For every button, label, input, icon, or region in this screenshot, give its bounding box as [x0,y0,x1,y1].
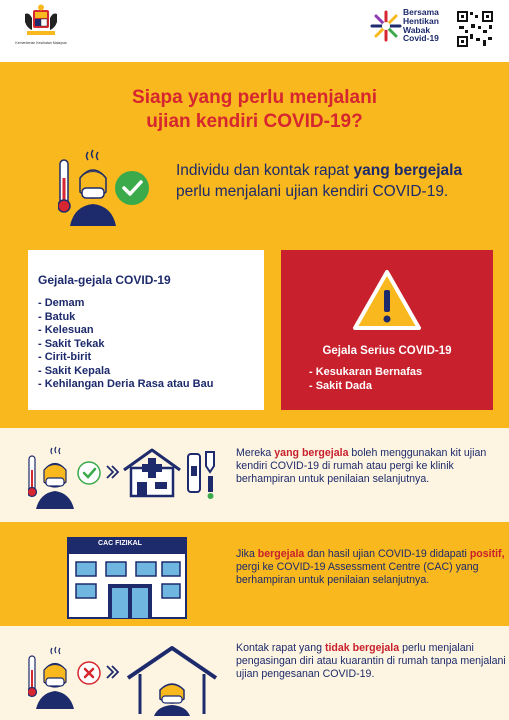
title-line: Siapa yang perlu menjalani [132,87,377,108]
cac-label: CAC FIZIKAL [98,540,142,547]
page-title [0,86,509,134]
qr-code-icon[interactable] [456,10,494,48]
symptoms-title: Gejala-gejala COVID-19 [38,273,171,287]
serious-title: Gejala Serius COVID-19 [322,345,452,357]
cross-icon [77,661,101,685]
ministry-logo [6,4,76,45]
campaign-logo [370,8,450,52]
chevron-right-icon [105,464,119,480]
sick-person-icon [28,646,82,710]
text-part: pergi ke COVID-19 Assessment Centre (CAC) yang berhampiran untuk penilaian selanjutnya. [236,561,479,586]
text-bold: bergejala [257,548,305,560]
campaign-slogan [403,8,439,43]
serious-symptoms-card [281,250,493,410]
intro-part: perlu menjalani ujian kendiri COVID-19. [176,182,449,200]
slogan-line: Wabak [403,24,431,35]
chevron-right-icon [105,664,119,680]
intro-bold: yang bergejala [353,162,463,179]
section3-text [236,642,506,681]
test-kit-icon [186,450,218,500]
slogan-line: Covid-19 [403,33,439,44]
list-item: - Kesukaran Bernafas [309,366,423,378]
text-part: dan hasil ujian COVID-19 didapati [304,548,470,560]
coat-of-arms-icon [21,4,61,40]
warning-icon [351,268,423,332]
slogan-line: Hentikan [403,15,439,26]
list-item: - Sakit Tekak [38,337,105,350]
text-part: boleh menggunakan kit ujian kendiri COVID-19 di rumah atau pergi ke klinik berhampiran untuk penilaian selanjutnya. [236,447,487,485]
list-item: - Cirit-birit [38,351,92,363]
section1-text [236,447,506,486]
text-part: Mereka [236,447,275,459]
list-item: - Kelesuan [38,324,94,336]
list-item: - Demam [38,297,85,309]
clinic-icon [122,448,182,498]
check-icon [77,461,101,485]
text-part: perlu menjalani pengasingan diri atau kuarantin di rumah tanpa menjalani ujian pengesanan COVID-19. [236,642,506,680]
list-item: - Sakit Dada [309,379,372,392]
title-line: ujian kendiri COVID-19? [146,111,363,132]
text-bold: positif, [469,548,505,560]
home-quarantine-icon [124,644,220,716]
check-icon [114,170,150,206]
text-bold: yang bergejala [274,447,349,459]
text-part: Jika [236,548,258,560]
starburst-icon [370,10,402,42]
ministry-name: Kementerian Kesihatan Malaysia [15,41,67,45]
text-part: Kontak rapat yang [236,642,325,654]
symptoms-card [28,250,264,410]
section2-text [236,548,506,587]
symptoms-list [38,297,213,392]
text-bold: tidak bergejala [324,642,400,654]
list-item: - Batuk [38,310,76,323]
header-bar [0,0,509,62]
list-item: - Sakit Kepala [38,364,111,377]
sick-person-icon [28,446,82,510]
list-item: - Kehilangan Deria Rasa atau Bau [38,378,214,390]
serious-list [309,366,422,393]
intro-part: Individu dan kontak rapat [176,162,354,179]
intro-text [176,161,496,202]
slogan-line: Bersama [403,7,439,17]
